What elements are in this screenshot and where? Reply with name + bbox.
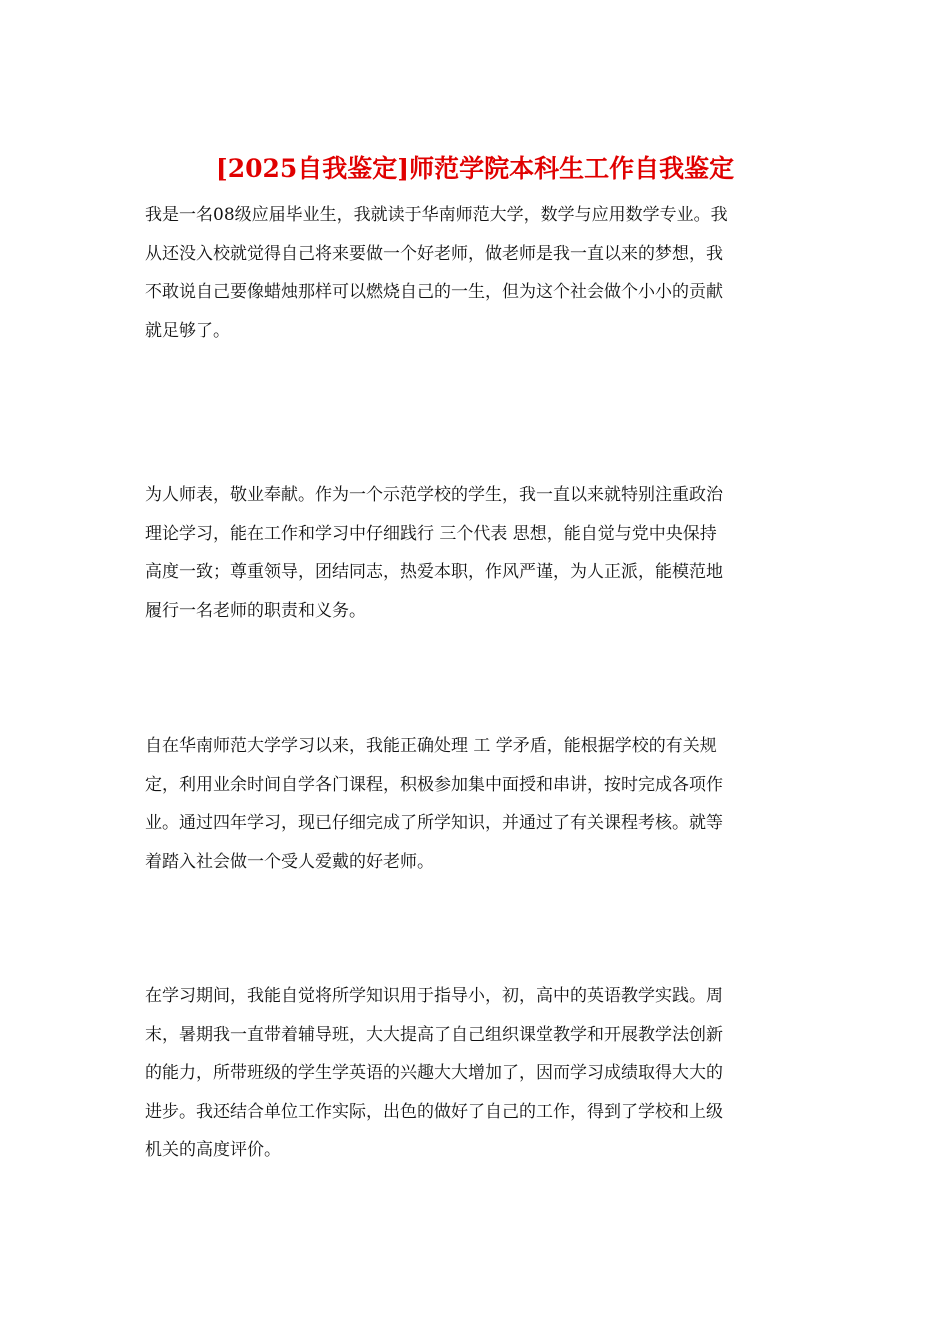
paragraph-1 — [145, 196, 805, 350]
document-title: [2025自我鉴定]师范学院本科生工作自我鉴定 — [215, 154, 735, 183]
paragraph-line: 不敢说自己要像蜡烛那样可以燃烧自己的一生，但为这个社会做个小小的贡献 — [145, 282, 723, 302]
paragraph-line: 就足够了。 — [145, 320, 230, 341]
paragraph-line: 我是一名08级应届毕业生，我就读于华南师范大学，数学与应用数学专业。我 — [145, 205, 728, 225]
paragraph-line: 履行一名老师的职责和义务。 — [145, 600, 366, 621]
paragraph-2 — [145, 476, 805, 630]
paragraph-line: 的能力，所带班级的学生学英语的兴趣大大增加了，因而学习成绩取得大大的 — [145, 1063, 723, 1083]
paragraph-line: 为人师表，敬业奉献。作为一个示范学校的学生，我一直以来就特别注重政治 — [145, 485, 723, 505]
paragraph-line: 在学习期间，我能自觉将所学知识用于指导小，初，高中的英语教学实践。周 — [145, 986, 723, 1006]
paragraph-line: 理论学习，能在工作和学习中仔细践行 三个代表 思想，能自觉与党中央保持 — [145, 523, 717, 544]
paragraph-line: 进步。我还结合单位工作实际，出色的做好了自己的工作，得到了学校和上级 — [145, 1101, 723, 1122]
paragraph-line: 定，利用业余时间自学各门课程，积极参加集中面授和串讲，按时完成各项作 — [145, 774, 723, 795]
paragraph-4 — [145, 977, 805, 1170]
paragraph-line: 机关的高度评价。 — [145, 1140, 281, 1160]
paragraph-line: 从还没入校就觉得自己将来要做一个好老师，做老师是我一直以来的梦想，我 — [145, 243, 723, 264]
paragraph-line: 高度一致；尊重领导，团结同志，热爱本职，作风严谨，为人正派，能模范地 — [145, 562, 723, 582]
paragraph-line: 自在华南师范大学学习以来，我能正确处理 工 学矛盾，能根据学校的有关规 — [145, 736, 717, 756]
paragraph-line: 末，暑期我一直带着辅导班，大大提高了自己组织课堂教学和开展教学法创新 — [145, 1024, 723, 1045]
paragraph-3 — [145, 727, 805, 881]
paragraph-line: 着踏入社会做一个受人爱戴的好老师。 — [145, 851, 434, 872]
paragraph-line: 业。通过四年学习，现已仔细完成了所学知识，并通过了有关课程考核。就等 — [145, 813, 723, 833]
